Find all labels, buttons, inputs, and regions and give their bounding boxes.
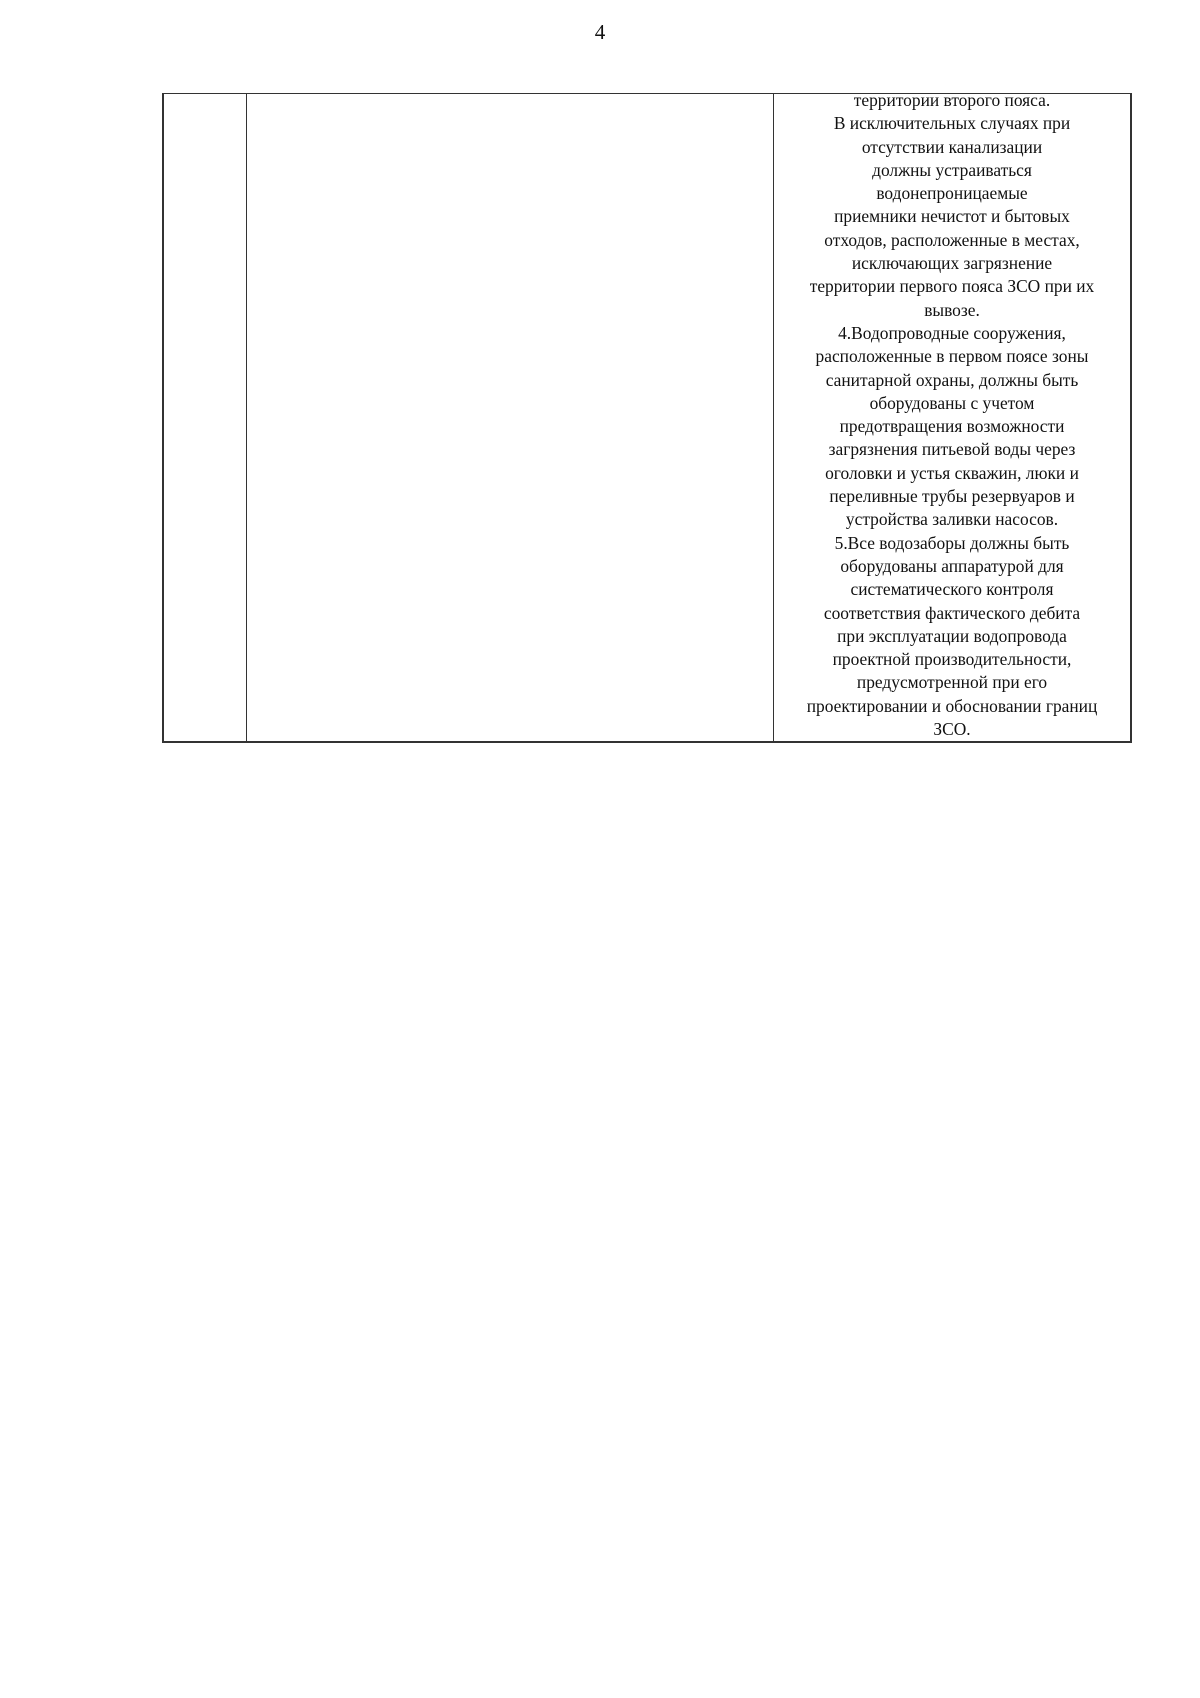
text-line: территории первого пояса ЗСО при их (809, 276, 1095, 297)
text-line: водонепроницаемые (876, 183, 1028, 204)
text-line: систематического контроля (850, 579, 1054, 600)
text-line: при эксплуатации водопровода (837, 625, 1067, 646)
text-line: 4.Водопроводные сооружения, (838, 322, 1066, 343)
table-cell-requirements (774, 90, 1132, 743)
text-line: оборудованы аппаратурой для (840, 555, 1064, 576)
text-line: оголовки и устья скважин, люки и (825, 462, 1079, 483)
text-line: проектной производительности, (832, 649, 1072, 670)
text-line: предотвращения возможности (839, 416, 1065, 437)
text-line: В исключительных случаях при (833, 113, 1071, 134)
text-line: санитарной охраны, должны быть (825, 369, 1079, 390)
text-line: исключающих загрязнение (851, 253, 1053, 274)
text-line: вывозе. (924, 299, 980, 320)
text-line: отходов, расположенные в местах, (824, 229, 1080, 250)
text-line: расположенные в первом поясе зоны (815, 346, 1089, 367)
text-line: 5.Все водозаборы должны быть (834, 532, 1070, 553)
table-cell-number (163, 94, 247, 743)
text-line: соответствия фактического дебита (823, 602, 1081, 623)
text-line: загрязнения питьевой воды через (828, 439, 1076, 460)
requirements-table (162, 90, 1132, 743)
text-line: ЗСО. (933, 719, 971, 740)
text-line: проектировании и обосновании границ (806, 695, 1098, 716)
text-line: территории второго пояса. (853, 90, 1051, 110)
text-line: приемники нечистот и бытовых (834, 206, 1070, 227)
page-number: 4 (594, 20, 606, 44)
table-cell-description (247, 94, 774, 743)
text-line: оборудованы с учетом (869, 392, 1035, 413)
text-line: должны устраиваться (872, 159, 1032, 180)
table-row (163, 94, 1131, 743)
requirements-text (774, 89, 1130, 741)
text-line: переливные трубы резервуаров и (829, 486, 1075, 507)
text-line: предусмотренной при его (856, 672, 1048, 693)
text-line: устройства заливки насосов. (845, 509, 1059, 530)
text-line: отсутствии канализации (861, 136, 1043, 157)
